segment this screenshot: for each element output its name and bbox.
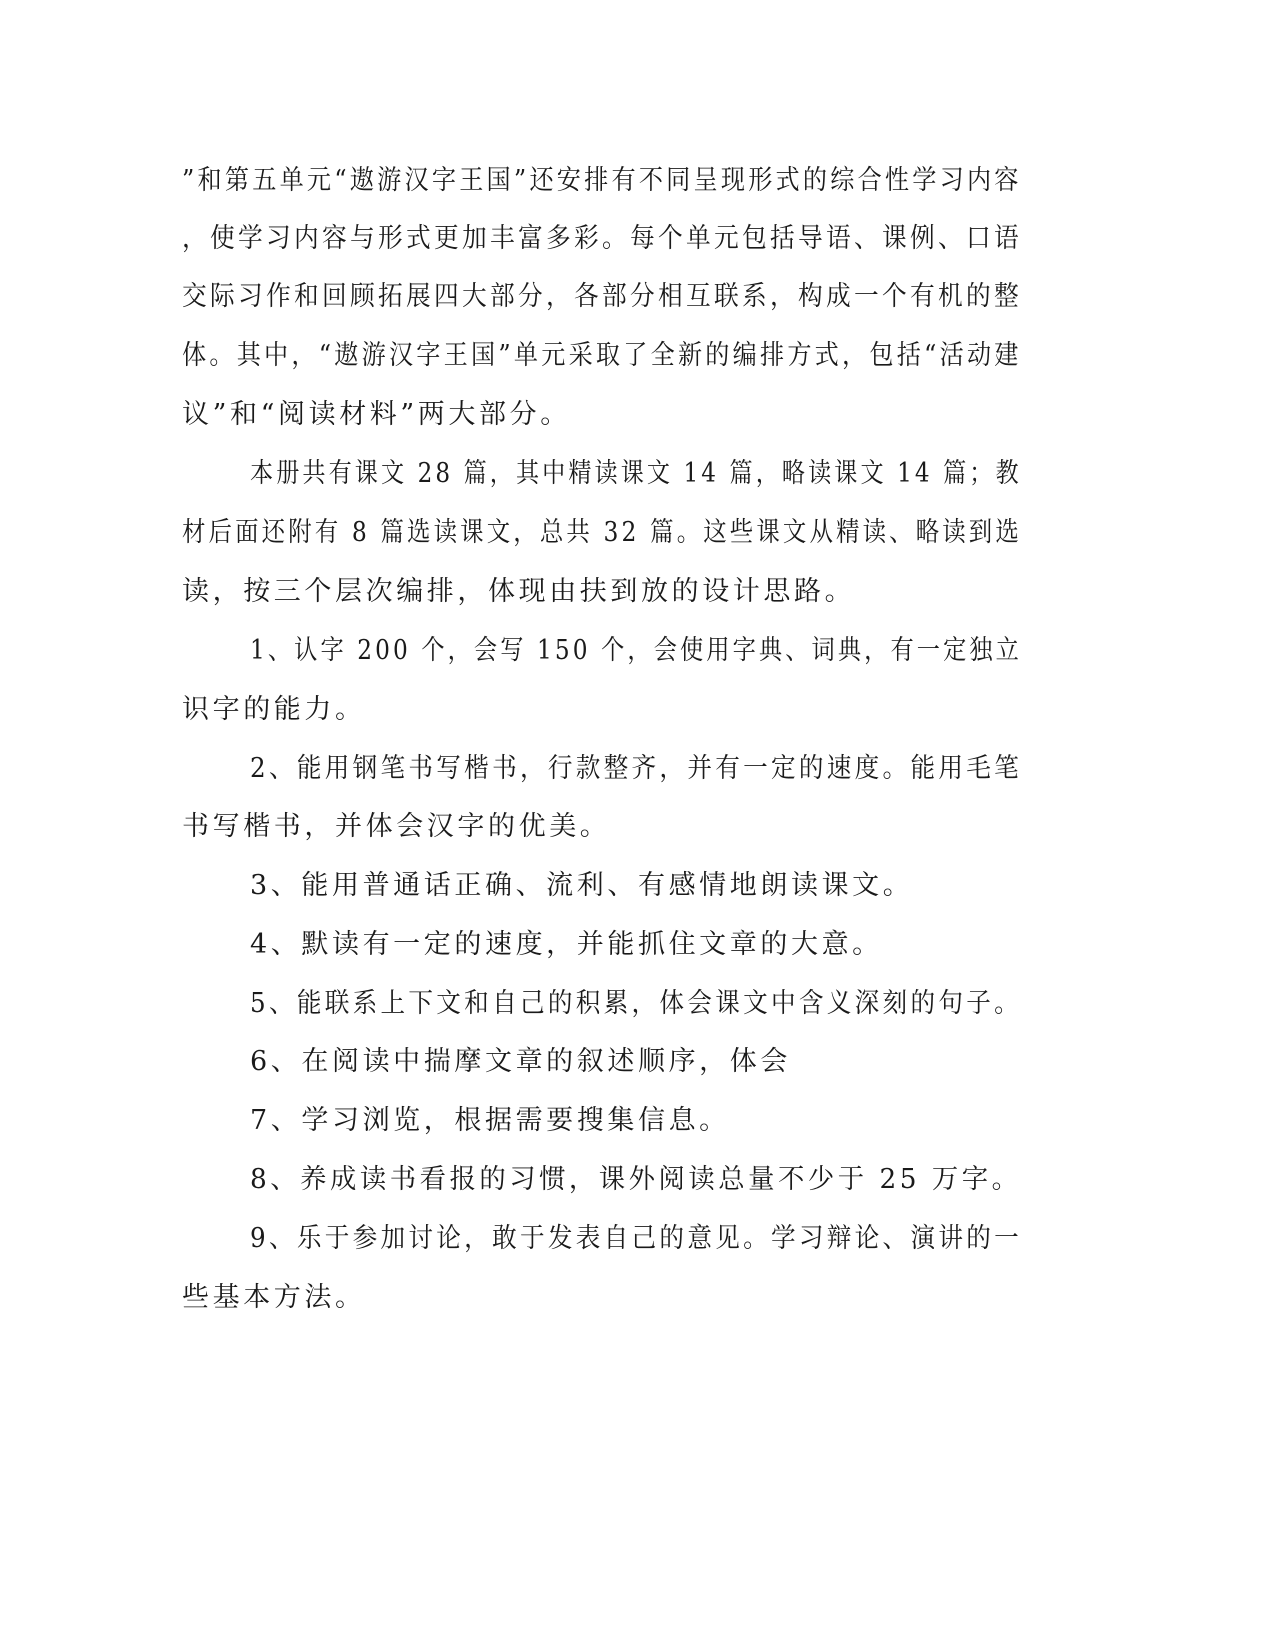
list-item-line: 4、默读有一定的速度，并能抓住文章的大意。 <box>250 929 883 960</box>
paragraph-line: 议”和“阅读材料”两大部分。 <box>182 399 571 430</box>
list-item-line: 3、能用普通话正确、流利、有感情地朗读课文。 <box>250 870 914 901</box>
list-item-line: 1、认字 200 个，会写 150 个，会使用字典、词典，有一定独立 <box>250 635 1022 666</box>
list-item-line: 9、乐于参加讨论，敢于发表自己的意见。学习辩论、演讲的一 <box>250 1223 1023 1254</box>
list-item-line: 5、能联系上下文和自己的积累，体会课文中含义深刻的句子。 <box>250 988 1023 1019</box>
paragraph-line: 材后面还附有 8 篇选读课文，总共 32 篇。这些课文从精读、略读到选 <box>182 517 1022 548</box>
paragraph-line: ，使学习内容与形式更加丰富多彩。每个单元包括导语、课例、口语 <box>182 223 1022 254</box>
list-item-line: 6、在阅读中揣摩文章的叙述顺序，体会 <box>250 1046 791 1077</box>
paragraph-line: 交际习作和回顾拓展四大部分，各部分相互联系，构成一个有机的整 <box>182 281 1022 312</box>
list-item-line: 识字的能力。 <box>182 694 366 725</box>
list-item-line: 书写楷书，并体会汉字的优美。 <box>182 811 611 842</box>
paragraph-line: 读，按三个层次编排，体现由扶到放的设计思路。 <box>182 576 856 607</box>
paragraph-line: 体。其中，“遨游汉字王国”单元采取了全新的编排方式，包括“活动建 <box>182 340 1022 371</box>
list-item-line: 些基本方法。 <box>182 1282 366 1313</box>
list-item-line: 7、学习浏览，根据需要搜集信息。 <box>250 1105 730 1136</box>
list-item-line: 2、能用钢笔书写楷书，行款整齐，并有一定的速度。能用毛笔 <box>250 753 1023 784</box>
list-item-line: 8、养成读书看报的习惯，课外阅读总量不少于 25 万字。 <box>250 1164 1022 1195</box>
paragraph-line: 本册共有课文 28 篇，其中精读课文 14 篇，略读课文 14 篇；教 <box>250 458 1022 489</box>
paragraph-line: ”和第五单元“遨游汉字王国”还安排有不同呈现形式的综合性学习内容 <box>182 165 1022 196</box>
